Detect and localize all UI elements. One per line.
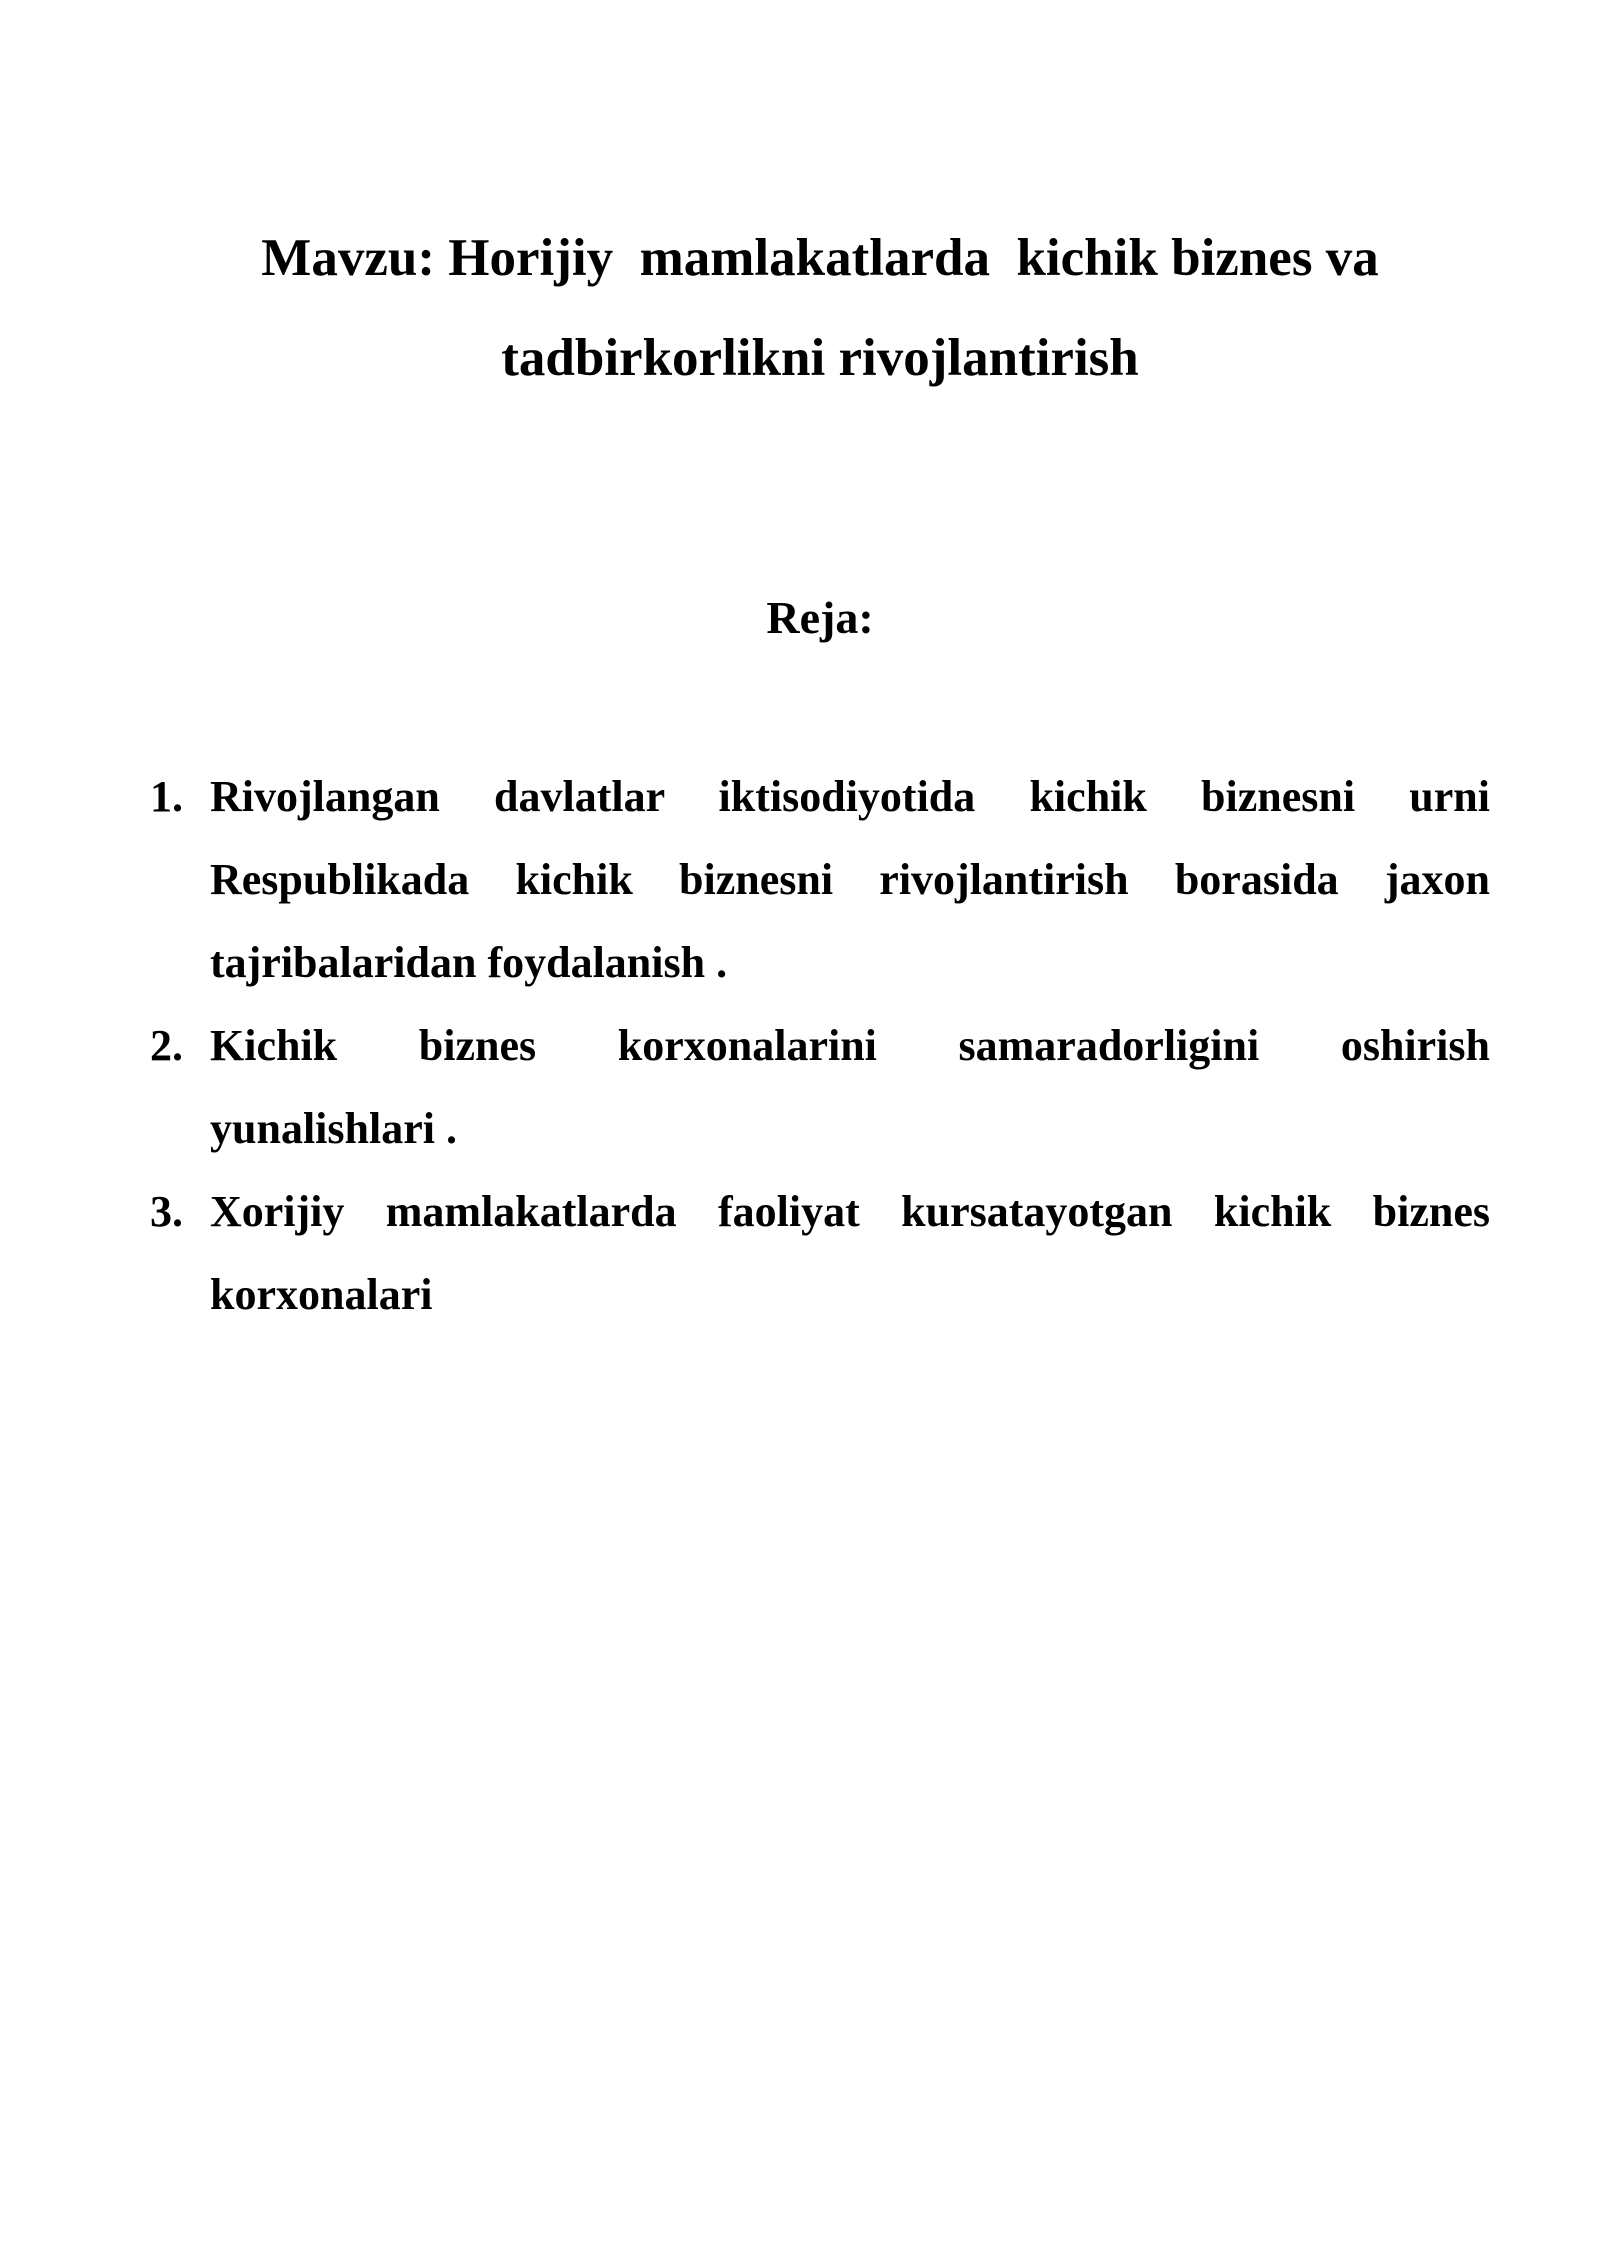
plan-item-text: [210, 755, 1490, 1004]
plan-item-text: [210, 1170, 1490, 1336]
plan-item-line: Respublikada kichik biznesni rivojlantirish borasida jaxon: [210, 855, 1490, 904]
plan-item-number: 3.: [150, 1187, 183, 1236]
plan-item-line: tajribalaridan foydalanish .: [210, 938, 728, 987]
plan-item-line: Rivojlangan davlatlar iktisodiyotida kichik biznesni urni: [210, 772, 1490, 821]
plan-item-3: [150, 1170, 1490, 1336]
plan-list: [150, 755, 1490, 1336]
title-line: Mavzu: Horijiy mamlakatlarda kichik biznes va: [261, 229, 1379, 287]
plan-item-2: [150, 1004, 1490, 1170]
document-title: [150, 208, 1490, 408]
plan-item-line: korxonalari: [210, 1270, 433, 1319]
plan-heading: Reja:: [766, 592, 874, 643]
plan-item-text: [210, 1004, 1490, 1170]
plan-item-line: Xorijiy mamlakatlarda faoliyat kursatayotgan kichik biznes: [210, 1187, 1490, 1236]
plan-item-line: Kichik biznes korxonalarini samaradorligini oshirish: [210, 1021, 1490, 1070]
plan-item-number: 1.: [150, 772, 183, 821]
plan-item-number: 2.: [150, 1021, 183, 1070]
plan-item-line: yunalishlari .: [210, 1104, 457, 1153]
plan-item-1: [150, 755, 1490, 1004]
title-line: tadbirkorlikni rivojlantirish: [501, 329, 1139, 387]
